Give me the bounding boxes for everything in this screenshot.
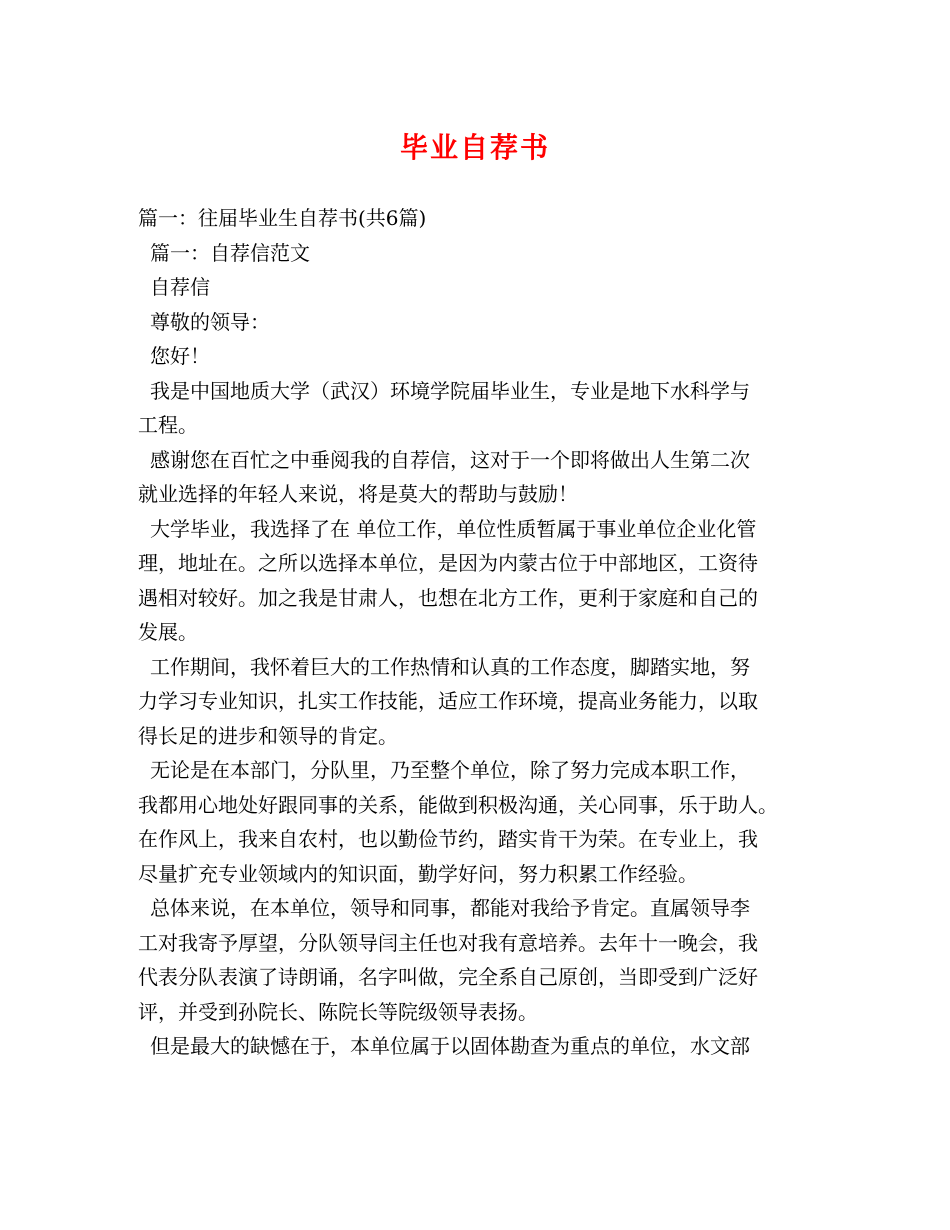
body-line: 工程。 <box>138 413 198 437</box>
body-line: 发展。 <box>138 620 198 644</box>
body-line: 力学习专业知识，扎实工作技能，适应工作环境，提高业务能力，以取 <box>138 689 758 713</box>
section-heading: 篇一：往届毕业生自荐书(共6篇) <box>138 206 427 230</box>
letter-greeting: 您好！ <box>150 344 210 368</box>
document-body <box>138 201 828 1064</box>
body-line: 总体来说，在本单位，领导和同事，都能对我给予肯定。直属领导李 <box>150 896 750 920</box>
body-line: 但是最大的缺憾在于，本单位属于以固体勘查为重点的单位，水文部 <box>150 1034 750 1058</box>
body-line: 代表分队表演了诗朗诵，名字叫做，完全系自己原创，当即受到广泛好 <box>138 965 758 989</box>
body-line: 我都用心地处好跟同事的关系，能做到积极沟通，关心同事，乐于助人。 <box>138 792 778 817</box>
body-line: 工对我寄予厚望，分队领导闫主任也对我有意培养。去年十一晚会，我 <box>138 930 758 955</box>
body-line: 遇相对较好。加之我是甘肃人，也想在北方工作，更利于家庭和自己的 <box>138 585 758 610</box>
letter-title: 自荐信 <box>150 275 210 299</box>
body-line: 尽量扩充专业领域内的知识面，勤学好问，努力积累工作经验。 <box>138 861 698 886</box>
body-line: 理，地址在。之所以选择本单位，是因为内蒙古位于中部地区，工资待 <box>138 551 758 575</box>
document-title: 毕业自荐书 <box>399 131 550 164</box>
body-line: 就业选择的年轻人来说，将是莫大的帮助与鼓励！ <box>138 482 578 506</box>
body-line: 得长足的进步和领导的肯定。 <box>138 723 398 748</box>
letter-salutation: 尊敬的领导： <box>150 309 270 334</box>
body-line: 评，并受到孙院长、陈院长等院级领导表扬。 <box>138 999 538 1024</box>
body-line: 感谢您在百忙之中垂阅我的自荐信，这对于一个即将做出人生第二次 <box>150 447 750 472</box>
body-line: 在作风上，我来自农村，也以勤俭节约，踏实肯干为荣。在专业上，我 <box>138 827 758 851</box>
body-line: 大学毕业，我选择了在 单位工作，单位性质暂属于事业单位企业化管 <box>150 516 757 541</box>
body-line: 无论是在本部门，分队里，乃至整个单位，除了努力完成本职工作， <box>150 758 750 782</box>
body-line: 我是中国地质大学（武汉）环境学院届毕业生，专业是地下水科学与 <box>150 378 750 403</box>
body-line: 工作期间，我怀着巨大的工作热情和认真的工作态度，脚踏实地，努 <box>150 654 750 679</box>
subsection-heading: 篇一：自荐信范文 <box>150 240 310 265</box>
